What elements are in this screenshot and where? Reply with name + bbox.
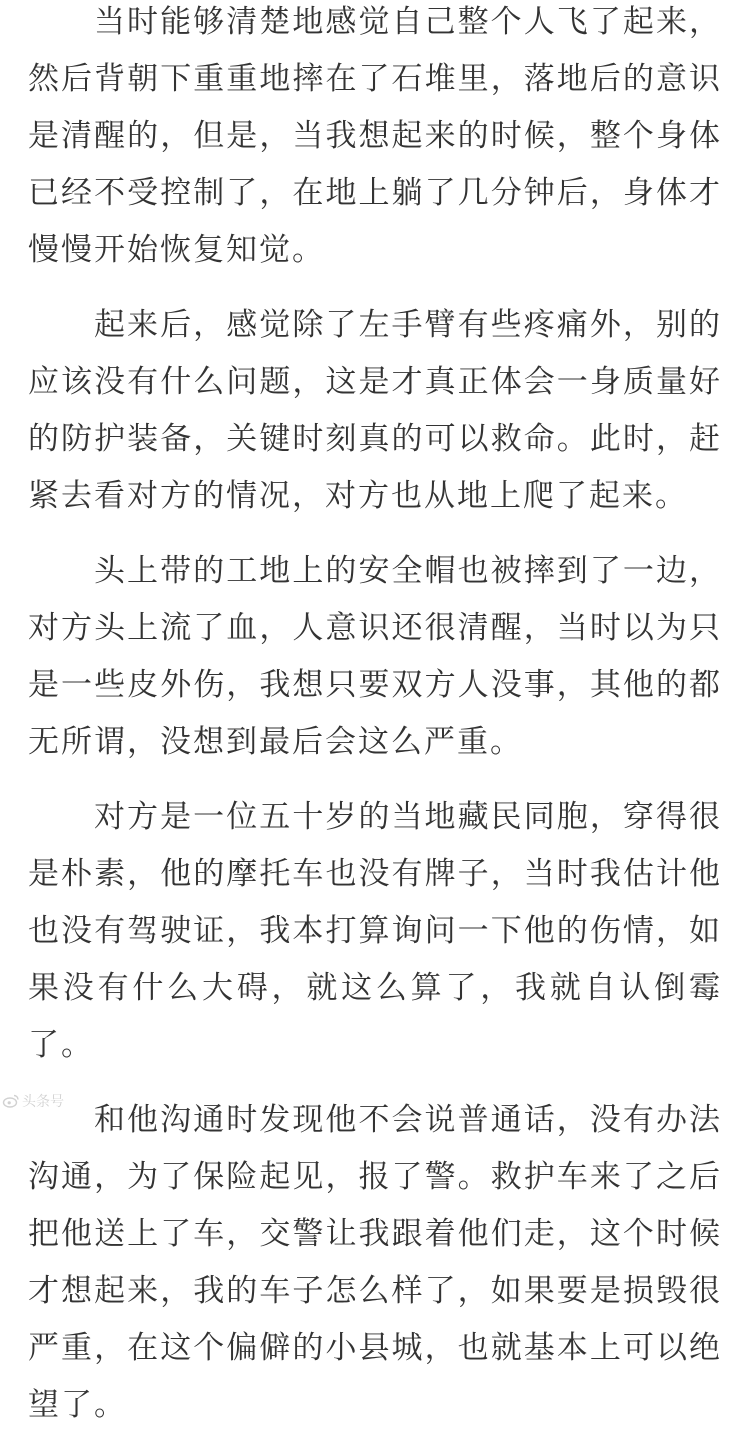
- paragraph-4: 对方是一位五十岁的当地藏民同胞，穿得很是朴素，他的摩托车也没有牌子，当时我估计他也没有驾驶证，我本打算询问一下他的伤情，如果没有什么大碍，就这么算了，我就自认倒霉了。: [28, 799, 722, 1063]
- paragraph-2: 起来后，感觉除了左手臂有些疼痛外，别的应该没有什么问题，这是才真正体会一身质量好的防护装备，关键时刻真的可以救命。此时，赶紧去看对方的情况，对方也从地上爬了起来。: [28, 307, 722, 514]
- paragraph-1: 当时能够清楚地感觉自己整个人飞了起来，然后背朝下重重地摔在了石堆里，落地后的意识是清醒的，但是，当我想起来的时候，整个身体已经不受控制了，在地上躺了几分钟后，身体才慢慢开始恢复知觉。: [28, 4, 722, 268]
- watermark-text: 头条号: [22, 1094, 64, 1110]
- paragraph-3: 头上带的工地上的安全帽也被摔到了一边，对方头上流了血，人意识还很清醒，当时以为只是一些皮外伤，我想只要双方人没事，其他的都无所谓，没想到最后会这么严重。: [28, 553, 722, 760]
- watermark: [2, 1091, 64, 1111]
- paragraph-5: 和他沟通时发现他不会说普通话，没有办法沟通，为了保险起见，报了警。救护车来了之后把他送上了车，交警让我跟着他们走，这个时候才想起来，我的车子怎么样了，如果要是损毁很严重，在这个偏僻的小县城，也就基本上可以绝望了。: [28, 1102, 722, 1423]
- weibo-logo-icon: [2, 1094, 20, 1108]
